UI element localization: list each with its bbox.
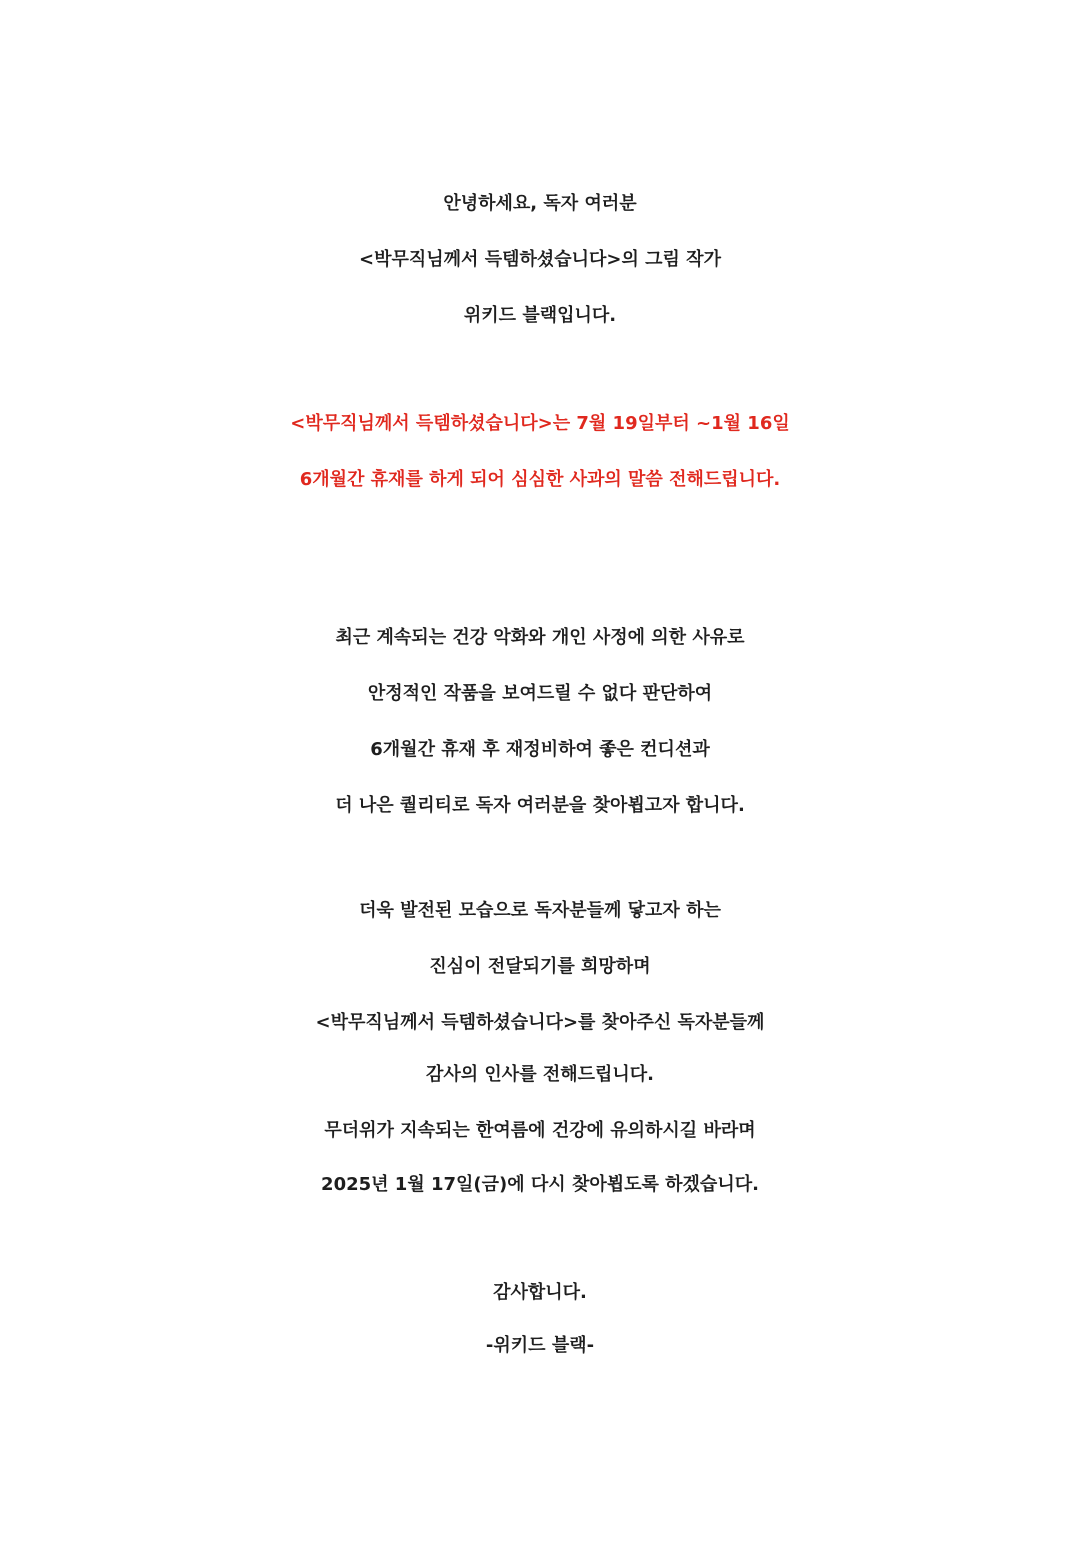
- closing-line-3: <박무직님께서 득템하셨습니다>를 찾아주신 독자분들께: [315, 1012, 765, 1033]
- thanks-text: 감사합니다.: [493, 1282, 587, 1303]
- greeting-line-2: <박무직님께서 득템하셨습니다>의 그림 작가: [359, 249, 721, 270]
- greeting-line-3: 위키드 블랙입니다.: [463, 305, 617, 326]
- closing-line-6: 2025년 1월 17일(금)에 다시 찾아뵙도록 하겠습니다.: [321, 1174, 759, 1195]
- reason-line-1: 최근 계속되는 건강 악화와 개인 사정에 의한 사유로: [335, 627, 745, 648]
- closing-line-2: 진심이 전달되기를 희망하며: [429, 956, 651, 977]
- closing-line-1: 더욱 발전된 모습으로 독자분들께 닿고자 하는: [359, 900, 721, 921]
- reason-line-3: 6개월간 휴재 후 재정비하여 좋은 컨디션과: [370, 739, 710, 760]
- reason-line-2: 안정적인 작품을 보여드릴 수 없다 판단하여: [367, 683, 713, 704]
- author-signature: -위키드 블랙-: [485, 1335, 595, 1356]
- hiatus-notice-line-1: <박무직님께서 득템하셨습니다>는 7월 19일부터 ~1월 16일: [290, 413, 790, 434]
- greeting-line-1: 안녕하세요, 독자 여러분: [443, 193, 637, 214]
- hiatus-notice-line-2: 6개월간 휴재를 하게 되어 심심한 사과의 말씀 전해드립니다.: [299, 469, 781, 490]
- reason-line-4: 더 나은 퀄리티로 독자 여러분을 찾아뵙고자 합니다.: [335, 795, 745, 816]
- closing-line-5: 무더위가 지속되는 한여름에 건강에 유의하시길 바라며: [324, 1120, 756, 1141]
- closing-line-4: 감사의 인사를 전해드립니다.: [425, 1064, 655, 1085]
